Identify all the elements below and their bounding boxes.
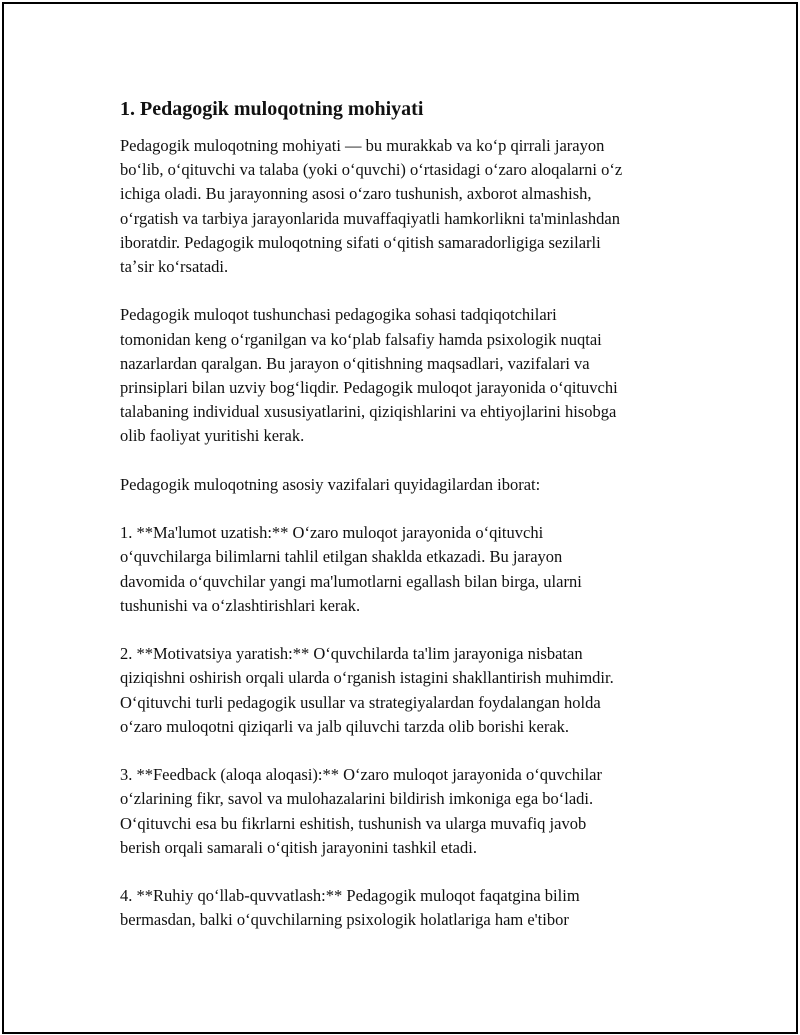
- list-item-1: [120, 521, 710, 618]
- paragraph-concept: [120, 303, 710, 448]
- text-line: bermasdan, balki oʻquvchilarning psixologik holatlariga ham e'tibor: [120, 910, 569, 930]
- text-line: prinsiplari bilan uzviy bogʻliqdir. Pedagogik muloqot jarayonida oʻqituvchi: [120, 378, 618, 398]
- text-line: olib faoliyat yuritishi kerak.: [120, 426, 305, 446]
- text-line: talabaning individual xususiyatlarini, qiziqishlarini va ehtiyojlarini hisobga: [120, 402, 617, 422]
- text-line: boʻlib, oʻqituvchi va talaba (yoki oʻquvchi) oʻrtasidagi oʻzaro aloqalarni oʻz: [120, 160, 623, 180]
- text-line: oʻzlarining fikr, savol va mulohazalarini bildirish imkoniga ega boʻladi.: [120, 789, 594, 809]
- list-item-4: [120, 884, 710, 932]
- text-line: Pedagogik muloqotning mohiyati — bu murakkab va koʻp qirrali jarayon: [120, 136, 605, 155]
- paragraph-list-intro: [120, 473, 710, 497]
- page-frame: [2, 2, 798, 1034]
- text-line: oʻquvchilarga bilimlarni tahlil etilgan shaklda etkazadi. Bu jarayon: [120, 547, 563, 567]
- text-line: 1. **Ma'lumot uzatish:** Oʻzaro muloqot jarayonida oʻqituvchi: [120, 523, 544, 543]
- section-heading: 1. Pedagogik muloqotning mohiyati: [120, 98, 424, 120]
- text-line: 3. **Feedback (aloqa aloqasi):** Oʻzaro muloqot jarayonida oʻquvchilar: [120, 765, 603, 785]
- text-line: iboratdir. Pedagogik muloqotning sifati oʻqitish samaradorligiga sezilarli: [120, 232, 601, 252]
- text-line: davomida oʻquvchilar yangi ma'lumotlarni egallash bilan birga, ularni: [120, 571, 582, 591]
- text-line: tomonidan keng oʻrganilgan va koʻplab falsafiy hamda psixologik nuqtai: [120, 329, 602, 349]
- text-line: 4. **Ruhiy qoʻllab-quvvatlash:** Pedagogik muloqot faqatgina bilim: [120, 886, 580, 906]
- list-item-2: [120, 642, 710, 739]
- text-line: oʻrgatish va tarbiya jarayonlarida muvaffaqiyatli hamkorlikni ta'minlashdan: [120, 208, 620, 228]
- text-line: Oʻqituvchi turli pedagogik usullar va strategiyalardan foydalangan holda: [120, 692, 601, 712]
- list-item-3: [120, 763, 710, 860]
- paragraph-intro: [120, 134, 710, 279]
- text-line: tushunishi va oʻzlashtirishlari kerak.: [120, 595, 361, 615]
- text-line: Oʻqituvchi esa bu fikrlarni eshitish, tushunish va ularga muvafiq javob: [120, 813, 587, 833]
- document-body: [120, 96, 710, 957]
- text-line: Pedagogik muloqot tushunchasi pedagogika sohasi tadqiqotchilari: [120, 305, 557, 325]
- text-line: qiziqishni oshirish orqali ularda oʻrganish istagini shakllantirish muhimdir.: [120, 668, 614, 688]
- text-line: 2. **Motivatsiya yaratish:** Oʻquvchilarda ta'lim jarayoniga nisbatan: [120, 644, 583, 664]
- text-line: nazarlardan qaralgan. Bu jarayon oʻqitishning maqsadlari, vazifalari va: [120, 353, 590, 373]
- text-line: oʻzaro muloqotni qiziqarli va jalb qiluvchi tarzda olib borishi kerak.: [120, 716, 570, 736]
- text-line: ichiga oladi. Bu jarayonning asosi oʻzaro tushunish, axborot almashish,: [120, 184, 592, 204]
- text-line: taʼsir koʻrsatadi.: [120, 257, 229, 277]
- text-line: berish orqali samarali oʻqitish jarayonini tashkil etadi.: [120, 837, 477, 857]
- text-line: Pedagogik muloqotning asosiy vazifalari quyidagilardan iborat:: [120, 474, 541, 494]
